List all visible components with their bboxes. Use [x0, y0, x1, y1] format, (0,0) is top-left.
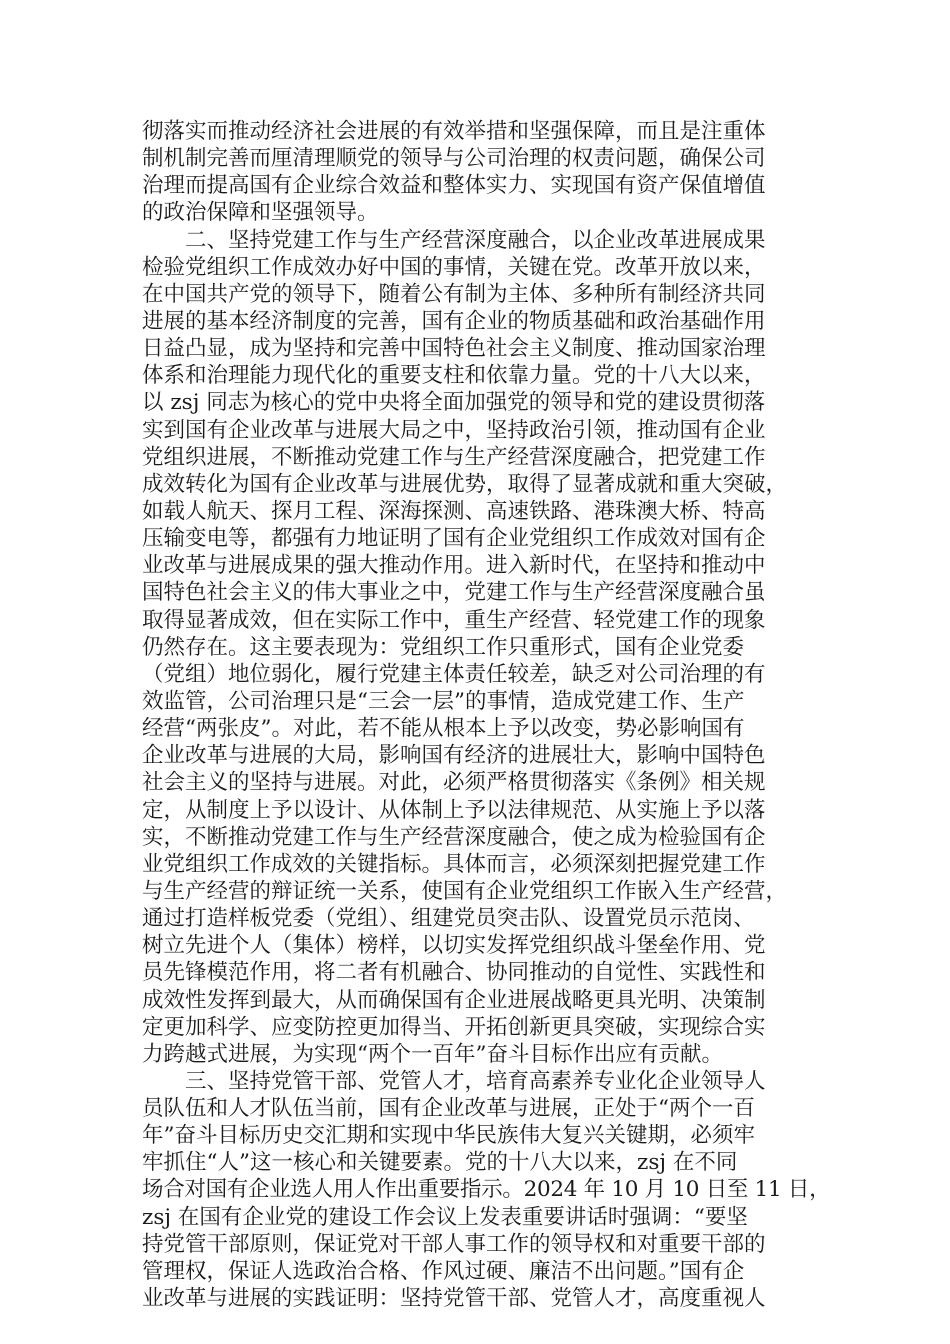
text-line: 制机制完善而厘清理顺党的领导与公司治理的权责问题，确保公司 — [142, 146, 766, 172]
text-line: 通过打造样板党委（党组）、组建党员突击队、设置党员示范岗、 — [142, 906, 755, 932]
text-line: 治理而提高国有企业综合效益和整体实力、实现国有资产保值增值 — [142, 173, 766, 199]
text-line: zsj 在国有企业党的建设工作会议上发表重要讲话时强调：“要坚 — [142, 1204, 748, 1230]
text-line: 社会主义的坚持与进展。对此，必须严格贯彻落实《条例》相关规 — [142, 770, 766, 796]
text-line: 业改革与进展的实践证明：坚持党管干部、党管人才，高度重视人 — [142, 1286, 766, 1312]
body-text — [142, 118, 831, 1312]
text-line: 力跨越式进展，为实现“两个一百年”奋斗目标作出应有贡献。 — [142, 1041, 723, 1067]
text-line: 三、坚持党管干部、党管人才，培育高素养专业化企业领导人 — [142, 1068, 766, 1094]
text-line: 仍然存在。这主要表现为：党组织工作只重形式，国有企业党委 — [142, 634, 745, 660]
text-line: 以 zsj 同志为核心的党中央将全面加强党的领导和党的建设贯彻落 — [142, 390, 766, 416]
text-line: 员队伍和人才队伍当前，国有企业改革与进展，正处于“两个一百 — [142, 1096, 755, 1122]
text-line: 在中国共产党的领导下，随着公有制为主体、多种所有制经济共同 — [142, 281, 766, 307]
text-line: 国特色社会主义的伟大事业之中，党建工作与生产经营深度融合虽 — [142, 580, 766, 606]
text-line: 成效转化为国有企业改革与进展优势，取得了显著成就和重大突破， — [142, 471, 788, 497]
text-line: 党组织进展，不断推动党建工作与生产经营深度融合，把党建工作 — [142, 444, 766, 470]
text-line: 持党管干部原则，保证党对干部人事工作的领导权和对重要干部的 — [142, 1231, 766, 1257]
text-line: 定更加科学、应变防控更加得当、开拓创新更具突破，实现综合实 — [142, 1014, 766, 1040]
text-line: 管理权，保证人选政治合格、作风过硬、廉洁不出问题。”国有企 — [142, 1258, 745, 1284]
text-line: 检验党组织工作成效办好中国的事情，关键在党。改革开放以来， — [142, 254, 766, 280]
text-line: 业党组织工作成效的关键指标。具体而言，必须深刻把握党建工作 — [142, 851, 766, 877]
text-line: 日益凸显，成为坚持和完善中国特色社会主义制度、推动国家治理 — [142, 336, 766, 362]
text-line: 年”奋斗目标历史交汇期和实现中华民族伟大复兴关键期，必须牢 — [142, 1123, 755, 1149]
text-line: 经营“两张皮”。对此，若不能从根本上予以改变，势必影响国有 — [142, 716, 745, 742]
text-line: 进展的基本经济制度的完善，国有企业的物质基础和政治基础作用 — [142, 308, 766, 334]
text-line: 与生产经营的辩证统一关系，使国有企业党组织工作嵌入生产经营， — [142, 878, 788, 904]
text-line: （党组）地位弱化，履行党建主体责任较差，缺乏对公司治理的有 — [142, 661, 766, 687]
text-line: 二、坚持党建工作与生产经营深度融合，以企业改革进展成果 — [142, 227, 766, 253]
text-line: 企业改革与进展的大局，影响国有经济的进展壮大，影响中国特色 — [142, 743, 766, 769]
text-line: 如载人航天、探月工程、深海探测、高速铁路、港珠澳大桥、特高 — [142, 498, 766, 524]
text-line: 树立先进个人（集体）榜样，以切实发挥党组织战斗堡垒作用、党 — [142, 933, 766, 959]
text-line: 彻落实而推动经济社会进展的有效举措和坚强保障，而且是注重体 — [142, 119, 766, 144]
text-line: 的政治保障和坚强领导。 — [142, 200, 379, 226]
text-line: 员先锋模范作用，将二者有机融合、协同推动的自觉性、实践性和 — [142, 960, 766, 986]
text-line: 压输变电等，都强有力地证明了国有企业党组织工作成效对国有企 — [142, 526, 766, 552]
text-line: 实，不断推动党建工作与生产经营深度融合，使之成为检验国有企 — [142, 824, 766, 850]
text-line: 场合对国有企业选人用人作出重要指示。2024 年 10 月 10 日至 11 日， — [142, 1177, 831, 1203]
text-line: 定，从制度上予以设计、从体制上予以法律规范、从实施上予以落 — [142, 797, 766, 823]
text-line: 体系和治理能力现代化的重要支柱和依靠力量。党的十八大以来， — [142, 363, 766, 389]
text-line: 业改革与进展成果的强大推动作用。进入新时代，在坚持和推动中 — [142, 553, 766, 579]
text-line: 牢抓住“人”这一核心和关键要素。党的十八大以来，zsj 在不同 — [142, 1150, 738, 1176]
text-line: 实到国有企业改革与进展大局之中，坚持政治引领，推动国有企业 — [142, 417, 766, 443]
text-line: 取得显著成效，但在实际工作中，重生产经营、轻党建工作的现象 — [142, 607, 766, 633]
text-line: 效监管，公司治理只是“三会一层”的事情，造成党建工作、生产 — [142, 688, 745, 714]
text-line: 成效性发挥到最大，从而确保国有企业进展战略更具光明、决策制 — [142, 987, 766, 1013]
